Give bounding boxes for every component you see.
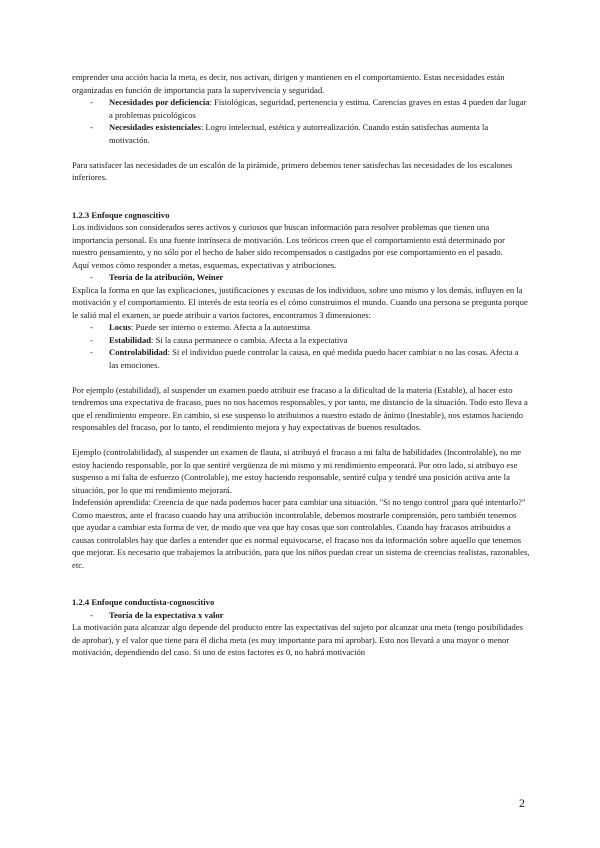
paragraph-cognitive-goals: Aquí vemos cómo responder a metas, esquemas, expectativas y atribuciones.: [72, 259, 337, 270]
list-bullet: -: [90, 322, 93, 332]
list-item: [72, 321, 530, 334]
list-bullet: -: [90, 334, 93, 345]
subheading-expectancy-value-text: Teoría de la expectativa x valor: [109, 609, 224, 620]
term-existential-needs: Necesidades existenciales: [109, 122, 201, 132]
paragraph-attribution: Explica la forma en que las explicaciones, justificaciones y excusas de los individuos, sobre uno mismo y los demás, influyen en la motivación y el comportamiento. El interés de esta teoría es el cómo construimos el mundo. Cuando una persona se pregunta porque le salió mal el examen, se puede atribuir a varios factores, encontramos 3 dimensiones:: [72, 284, 528, 320]
term-controllability: Controlabilidad: [109, 347, 168, 357]
definition-text: : Logro intelectual, estética y autorrealización. Cuando están satisfechas aumenta la motivación.: [109, 122, 489, 145]
definition-text: : Si el individuo puede controlar la causa, en qué medida puedo hacer cambiar o no las cosas. Afecta a las emociones.: [109, 347, 519, 370]
term-locus: Locus: [109, 322, 131, 332]
definition-text: : Puede ser interno o externo. Afecta a la autoestima: [130, 322, 310, 332]
term-stability: Estabilidad: [109, 334, 152, 345]
list-bullet: -: [90, 122, 93, 132]
paragraph-pyramid: Para satisfacer las necesidades de un escalón de la pirámide, primero debemos tener satisfechas las necesidades de los escalones inferiores.: [72, 159, 513, 182]
paragraph-learned-helplessness: Indefensión aprendida: Creencia de que nada podemos hacer para cambiar una situación. "Si no tengo control ¡para qué intentarlo?": [72, 497, 526, 507]
list-item: [72, 96, 530, 121]
paragraph-example-stability: Por ejemplo (estabilidad), al suspender un examen puedo atribuir ese fracaso a la dificultad de la materia (Estable), al hacer esto tendremos una expectativa de fracaso, pues no nos hacemos responsables, y por tanto, me distancio de la situación. Todo esto lleva a que el rendimiento empeore. En cambio, si ese suspenso lo atribuimos a nuestro estado de ánimo (Inestable), nos estamos haciendo responsables del fracaso, por lo tanto, el rendimiento mejora y hay expectativas de buenos resultados.: [72, 384, 528, 432]
definition-text: : Fisiológicas, seguridad, pertenencia y estima. Carencias graves en estas 4 pueden dar lugar a problemas psicológicos: [109, 97, 527, 120]
list-bullet: -: [90, 609, 93, 620]
paragraph-cognitive-intro: Los individuos son considerados seres activos y curiosos que buscan información para resolver problemas que tienen una importancia personal. Es una fuente intrínseca de motivación. Los teóricos creen que el comportamiento está determinado por nuestro pensamiento, y no sólo por el hecho de haber sido recompensados o castigados por ese comportamiento en el pasado.: [72, 222, 505, 257]
needs-list: [72, 96, 530, 146]
section-heading-behavioral: 1.2.4 Enfoque conductista-cognoscitivo: [72, 597, 215, 607]
subheading-attribution: [72, 271, 530, 284]
list-bullet: -: [90, 347, 93, 357]
list-item: [72, 346, 530, 371]
subheading-expectancy-value: [72, 609, 530, 622]
list-bullet: -: [90, 97, 93, 107]
paragraph-example-controllability: Ejemplo (controlabilidad), al suspender un examen de flauta, si atribuyó el fracaso a mi falta de habilidades (Incontrolable), no me estoy haciendo responsable, por lo que sentiré vergüenza de mi mismo y mi rendimiento empeorará. Por otro lado, si atribuyo ese suspenso a mi falta de esfuerzo (Controlable), me estoy haciendo responsable, sentiré culpa y tendré una posición activa ante la situación, por lo que mi rendimiento mejorará.: [72, 447, 522, 495]
section-heading-cognitive: 1.2.3 Enfoque cognoscitivo: [72, 209, 170, 220]
subheading-attribution-text: Teoría de la atribución, Weiner: [109, 272, 224, 282]
page-number: 2: [519, 796, 525, 810]
list-item: [72, 334, 530, 347]
term-deficiency-needs: Necesidades por deficiencia: [109, 97, 210, 107]
paragraph-needs-intro: emprender una acción hacia la meta, es decir, nos activan, dirigen y mantienen en el comportamiento. Estas necesidades están organizadas en función de importancia para la supervivencia y seguridad.: [72, 72, 505, 95]
page-content: [72, 71, 530, 659]
list-bullet: -: [90, 272, 93, 282]
paragraph-expectancy-value: La motivación para alcanzar algo depende del producto entre las expectativas del sujeto por alcanzar una meta (tengo posibilidades de aprobar), y el valor que tiene para él dicha meta (es muy importante para mí aprobar). Esto nos llevará a una mayor o menor motivación, dependiendo del caso. Si uno de estos factores es 0, no habrá motivación: [72, 622, 523, 657]
dimensions-list: [72, 321, 530, 371]
paragraph-teachers: Como maestros, ante el fracaso cuando hay una atribución incontrolable, debemos mostrarle comprensión, pero también tenemos que ayudar a cambiar esta forma de ver, de modo que vea que hay cosas que son controlables. Cuando hay fracasos atribuidos a causas controlables hay que darles a entender que es normal equivocarse, el fracaso nos da información sobre aquello que tenemos que mejorar. Es necesario que trabajemos la atribución, para que los niños puedan crear un sistema de creencias realistas, razonables, etc.: [72, 509, 530, 570]
list-item: [72, 121, 530, 146]
definition-text: : Si la causa permanece o cambia. Afecta a la expectativa: [151, 334, 348, 345]
